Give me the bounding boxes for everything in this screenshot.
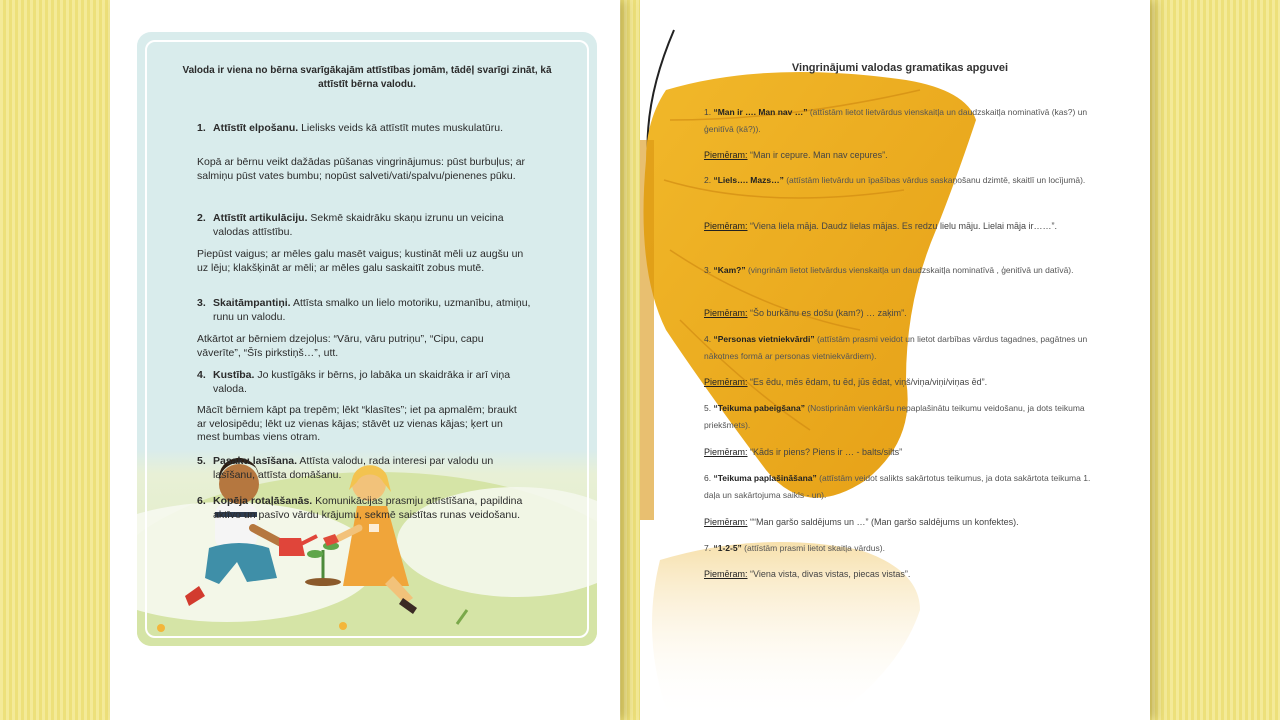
exercise-3: 3. “Kam?” (vingrinām lietot lietvārdus vienskaitļa un daudzskaitļa nominatīvā , ģenitīvā un datīvā).: [704, 265, 1074, 275]
card-text: [137, 32, 597, 646]
exercise-desc: (attīstām veidot salikts sakārtotus teikumus, ja dota sakārtota teikuma 1. daļa un sakārtojuma saikls - un).: [704, 473, 1091, 500]
example-1: Piemēram: “Man ir cepure. Man nav cepures”.: [704, 150, 888, 160]
tip-5: [197, 455, 533, 482]
example-2: Piemēram: “Viena liela māja. Daudz lielas mājas. Es redzu lielu māju. Lielai māja ir……”.: [704, 221, 1057, 231]
example-6: Piemēram: ““Man garšo saldējums un …” (Man garšo saldējums un konfektes).: [704, 517, 1019, 527]
tip-number: 2.: [197, 212, 206, 224]
exercise-heading: “Teikuma pabeigšana”: [713, 403, 805, 413]
tip-text: Attīsta valodu, rada interesi par valodu un lasīšanu, attīsta domāšanu.: [213, 455, 494, 481]
right-page: [640, 0, 1150, 720]
exercise-1: 1. “Man ir …. Man nav …” (attīstām lietot lietvārdus vienskaitļa un daudzskaitļa nominatīvā (kas?) un ģenitīvā (kā?)).: [704, 107, 1088, 134]
exercise-heading: “Teikuma paplašināšana”: [713, 473, 817, 483]
tip-3: [197, 297, 533, 324]
tip-6: [197, 495, 533, 522]
tip-text: Lielisks veids kā attīstīt mutes muskulatūru.: [298, 122, 503, 134]
tip-number: 6.: [197, 495, 206, 507]
tip-1: [197, 122, 533, 136]
tip-number: 4.: [197, 369, 206, 381]
exercise-heading: “1-2-5”: [713, 543, 742, 553]
tip-text: Attīsta smalko un lielo motoriku, uzmanību, atmiņu, runu un valodu.: [213, 297, 531, 323]
exercise-2: 2. “Liels…. Mazs…” (attīstām lietvārdu un īpašības vārdus saskaņošanu dzimtē, skaitlī un locījumā).: [704, 175, 1086, 185]
tip-number: 5.: [197, 455, 206, 467]
example-7: Piemēram: “Viena vista, divas vistas, piecas vistas”.: [704, 569, 911, 579]
tip-heading: Attīstīt artikulāciju.: [213, 212, 308, 224]
tip-heading: Skaitāmpantiņi.: [213, 297, 291, 309]
exercise-4: 4. “Personas vietniekvārdi” (attīstām prasmi veidot un lietot darbības vārdus tagadnes, pagātnes un nākotnes formā ar personas vietniekvārdiem).: [704, 334, 1088, 361]
left-page: [110, 0, 620, 720]
exercise-7: 7. “1-2-5” (attīstām prasmi lietot skaitļa vārdus).: [704, 543, 885, 553]
exercise-5: 5. “Teikuma pabeigšana” (Nostiprinām vienkāršu nepaplašinātu teikumu veidošanu, ja dots teikuma priekšmets).: [704, 403, 1085, 430]
exercise-desc: (attīstām prasmi lietot skaitļa vārdus).: [741, 543, 885, 553]
tip-heading: Kustība.: [213, 369, 255, 381]
tip-number: 3.: [197, 297, 206, 309]
exercise-heading: “Man ir …. Man nav …”: [713, 107, 808, 117]
exercise-desc: (attīstām lietvārdu un īpašības vārdus saskaņošanu dzimtē, skaitlī un locījumā).: [783, 175, 1086, 185]
exercise-heading: “Liels…. Mazs…”: [713, 175, 784, 185]
exercise-6: 6. “Teikuma paplašināšana” (attīstām veidot salikts sakārtotus teikumus, ja dota sakārtota teikuma 1. daļa un sakārtojuma saikls - un).: [704, 473, 1091, 500]
exercise-desc: (attīstām lietot lietvārdus vienskaitļa un daudzskaitļa nominatīvā (kas?) un ģenitīvā (kā?)).: [704, 107, 1088, 134]
example-4: Piemēram: “Es ēdu, mēs ēdam, tu ēd, jūs ēdat, viņš/viņa/viņi/viņas ēd”.: [704, 377, 988, 387]
exercise-desc: (vingrinām lietot lietvārdus vienskaitļa un daudzskaitļa nominatīvā , ģenitīvā un datīvā).: [745, 265, 1074, 275]
tip-1-exercises: Kopā ar bērnu veikt dažādas pūšanas vingrinājumus: pūst burbuļus; ar salmiņu pūst vates bumbu; nopūst salveti/vati/spalvu/pienenes pūku.: [197, 156, 526, 182]
example-3: Piemēram: “Šo burkānu es došu (kam?) … zaķim”.: [704, 308, 907, 318]
exercises-title: Vingrinājumi valodas gramatikas apguvei: [791, 62, 1009, 74]
tip-number: 1.: [197, 122, 206, 134]
tip-2: [197, 212, 533, 239]
exercise-desc: (attīstām prasmi veidot un lietot darbības vārdus tagadnes, pagātnes un nākotnes formā ar personas vietniekvārdiem).: [704, 334, 1088, 361]
tip-text: Komunikācijas prasmju attīstīšana, papildina aktīvo un pasīvo vārdu krājumu, sekmē saistītas runas veidošanu.: [213, 495, 523, 521]
tip-text: Sekmē skaidrāku skaņu izrunu un veicina valodas attīstību.: [213, 212, 504, 238]
exercise-heading: “Kam?”: [713, 265, 746, 275]
tip-heading: Pasaku lasīšana.: [213, 455, 298, 467]
card-title: Valoda ir viena no bērna svarīgākajām attīstības jomām, tādēļ svarīgi zināt, kā attīstīt bērna valodu.: [182, 65, 552, 90]
tip-4: [197, 369, 533, 396]
tip-4-exercises: Mācīt bērniem kāpt pa trepēm; lēkt “klasītes”; iet pa apmalēm; braukt ar velosipēdu; lēkt uz vienas kājas; stāvēt uz vienas kājas; ķert un mest bumbas viens otram.: [197, 404, 517, 443]
tip-heading: Kopēja rotaļāšanās.: [213, 495, 313, 507]
tip-heading: Attīstīt elpošanu.: [213, 122, 299, 134]
tip-2-exercises: Piepūst vaigus; ar mēles galu masēt vaigus; kustināt mēli uz augšu un uz lēju; klakšķināt ar mēli; ar mēles galu saskaitīt zobus mutē.: [197, 248, 524, 274]
tip-text: Jo kustīgāks ir bērns, jo labāka un skaidrāka ir arī viņa valoda.: [213, 369, 511, 395]
exercise-desc: (Nostiprinām vienkāršu nepaplašinātu teikumu veidošanu, ja dots teikuma priekšmets).: [704, 403, 1085, 430]
exercise-heading: “Personas vietniekvārdi”: [713, 334, 815, 344]
language-tips-card: [137, 32, 597, 646]
example-5: Piemēram: “Kāds ir piens? Piens ir … - balts/silts”: [704, 447, 903, 457]
tip-3-exercises: Atkārtot ar bērniem dzejoļus: “Vāru, vāru putriņu”, “Cipu, capu vāverīte”, “Šīs pirkstiņš…”, utt.: [197, 333, 484, 359]
